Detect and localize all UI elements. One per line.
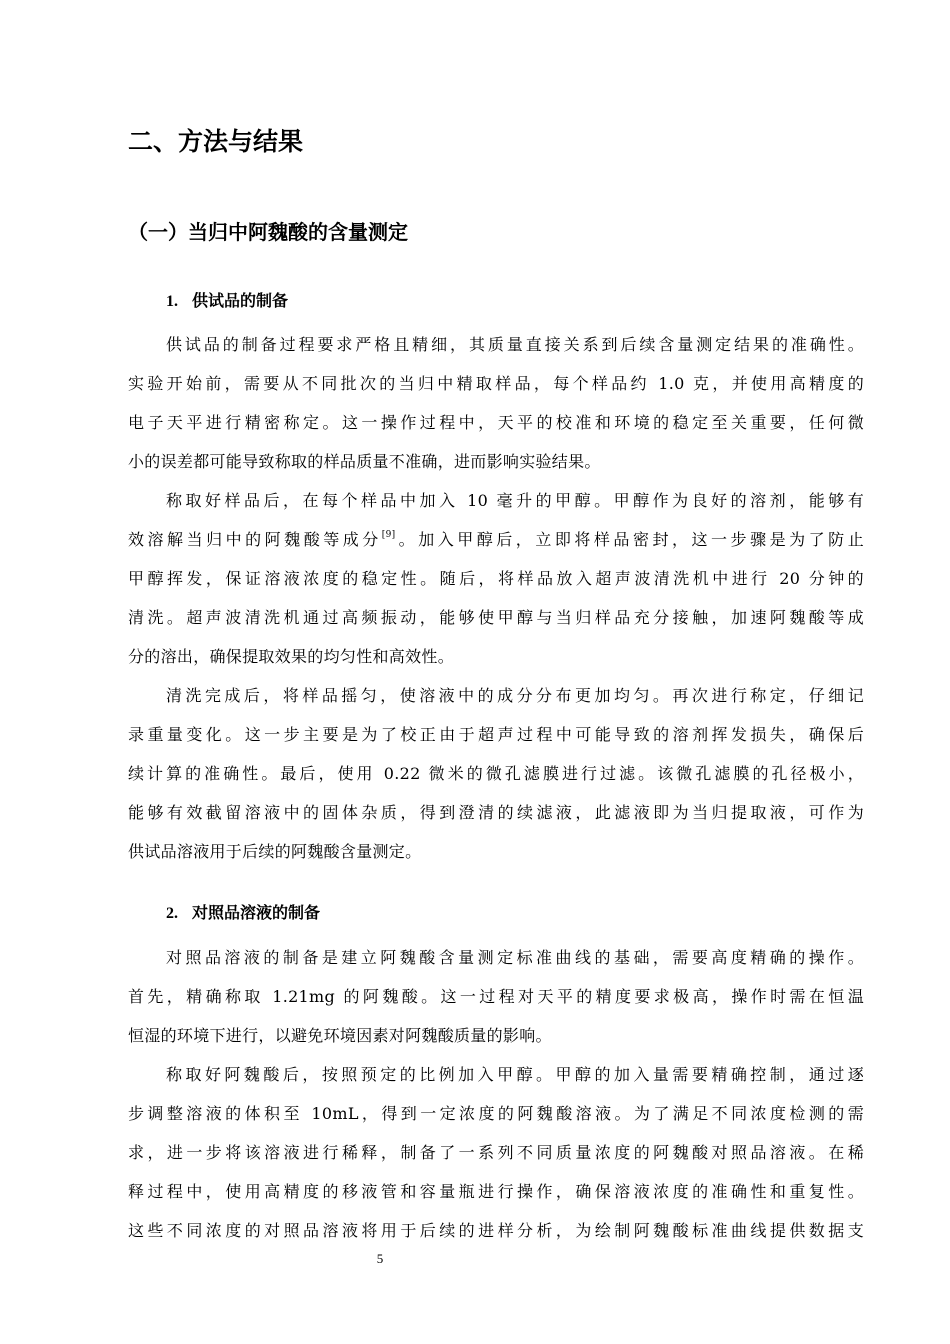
paragraph-line: 供试品的制备过程要求严格且精细，其质量直接关系到后续含量测定结果的准确性。 — [166, 335, 864, 354]
subsection-heading-2 — [166, 900, 320, 927]
paragraph-line: 求，进一步将该溶液进行稀释，制备了一系列不同质量浓度的阿魏酸对照品溶液。在稀 — [128, 1143, 864, 1162]
citation-superscript: [9] — [381, 530, 396, 540]
paragraph-line: 称取好阿魏酸后，按照预定的比例加入甲醇。甲醇的加入量需要精确控制，通过逐 — [166, 1065, 864, 1084]
paragraph-line: 能够有效截留溶液中的固体杂质，得到澄清的续滤液，此滤液即为当归提取液，可作为 — [128, 803, 864, 822]
text-segment: 。加入甲醇后，立即将样品密封，这一步骤是为了防止 — [395, 530, 864, 549]
paragraph-line: 供试品溶液用于后续的阿魏酸含量测定。 — [128, 842, 422, 861]
paragraph-line: 电子天平进行精密称定。这一操作过程中，天平的校准和环境的稳定至关重要，任何微 — [128, 413, 864, 432]
text-segment: 效溶解当归中的阿魏酸等成分 — [128, 530, 382, 549]
paragraph-line-with-citation — [128, 528, 864, 552]
paragraph-line: 分的溶出，确保提取效果的均匀性和高效性。 — [128, 647, 455, 666]
paragraph-line: 清洗完成后，将样品摇匀，使溶液中的成分分布更加均匀。再次进行称定，仔细记 — [166, 686, 864, 705]
page-number: 5 — [376, 1251, 384, 1266]
subsection-heading-1 — [166, 288, 288, 315]
chapter-heading: 二、方法与结果 — [128, 127, 304, 156]
paragraph-line: 录重量变化。这一步主要是为了校正由于超声过程中可能导致的溶剂挥发损失，确保后 — [128, 725, 864, 744]
subsection-title: 对照品溶液的制备 — [192, 903, 321, 922]
paragraph-line: 释过程中，使用高精度的移液管和容量瓶进行操作，确保溶液浓度的准确性和重复性。 — [128, 1182, 864, 1201]
paragraph-line: 首先，精确称取 1.21mg 的阿魏酸。这一过程对天平的精度要求极高，操作时需在恒温 — [128, 987, 864, 1006]
subsection-number: 2. — [166, 905, 178, 922]
paragraph-line: 步调整溶液的体积至 10mL，得到一定浓度的阿魏酸溶液。为了满足不同浓度检测的需 — [128, 1104, 864, 1123]
section-heading: （一）当归中阿魏酸的含量测定 — [128, 220, 408, 244]
paragraph-line: 小的误差都可能导致称取的样品质量不准确，进而影响实验结果。 — [128, 452, 601, 471]
subsection-number: 1. — [166, 293, 178, 310]
paragraph-line: 对照品溶液的制备是建立阿魏酸含量测定标准曲线的基础，需要高度精确的操作。 — [166, 948, 864, 967]
paragraph-line: 恒湿的环境下进行，以避免环境因素对阿魏酸质量的影响。 — [128, 1026, 552, 1045]
paragraph-line: 这些不同浓度的对照品溶液将用于后续的进样分析，为绘制阿魏酸标准曲线提供数据支 — [128, 1221, 864, 1240]
paragraph-line: 续计算的准确性。最后，使用 0.22 微米的微孔滤膜进行过滤。该微孔滤膜的孔径极小， — [128, 764, 864, 783]
paragraph-line: 甲醇挥发，保证溶液浓度的稳定性。随后，将样品放入超声波清洗机中进行 20 分钟的 — [128, 569, 864, 588]
subsection-title: 供试品的制备 — [192, 291, 289, 310]
paragraph-line: 称取好样品后，在每个样品中加入 10 毫升的甲醇。甲醇作为良好的溶剂，能够有 — [166, 491, 864, 510]
paragraph-line: 实验开始前，需要从不同批次的当归中精取样品，每个样品约 1.0 克，并使用高精度的 — [128, 374, 864, 393]
paragraph-line: 清洗。超声波清洗机通过高频振动，能够使甲醇与当归样品充分接触，加速阿魏酸等成 — [128, 608, 864, 627]
